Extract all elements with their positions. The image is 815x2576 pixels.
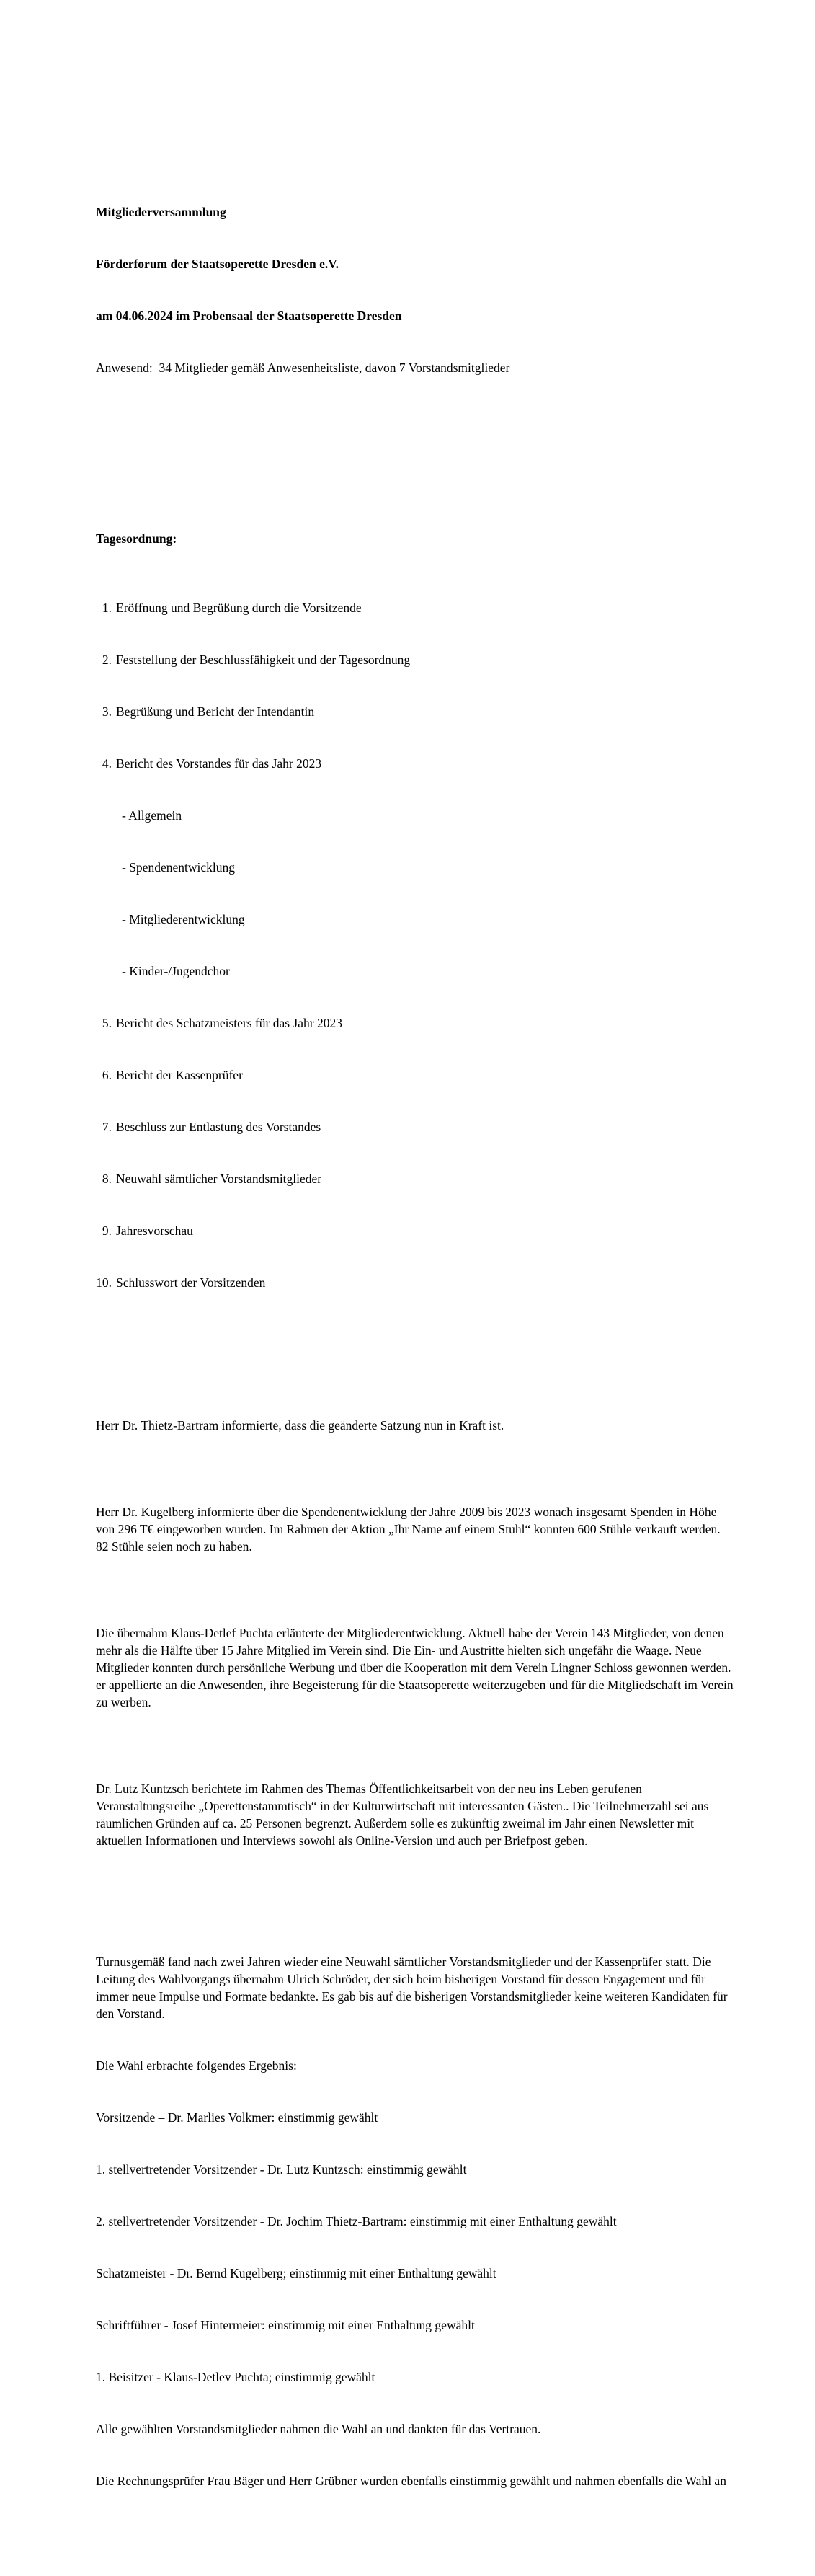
agenda-item-8: [96, 1170, 736, 1187]
agenda-item-10: [96, 1274, 736, 1291]
document-content: [96, 99, 736, 2576]
agenda-item-label: Schlusswort der Vorsitzenden: [116, 1275, 266, 1290]
agenda-item-7: [96, 1118, 736, 1136]
agenda-item-number: 5.: [102, 1016, 112, 1030]
agenda-subitem-allgemein: - Allgemein: [122, 808, 182, 823]
agenda-item-1: [96, 599, 736, 616]
agenda-heading: Tagesordnung:: [96, 531, 177, 546]
agenda-item-label: Neuwahl sämtlicher Vorstandsmitglieder: [116, 1172, 322, 1186]
agenda-item-number: 4.: [102, 756, 112, 771]
paragraph-mitgliederentwicklung: Die übernahm Klaus-Detlef Puchta erläuterte der Mitgliederentwicklung. Aktuell habe der Verein 143 Mitglieder, von denen mehr als die Hälfte über 15 Jahre Mitglied im Verein sind. Die Ein- und Austritte hielten sich ungefähr die Waage. Neue Mitglieder konnten durch persönliche Werbung und über die Kooperation mit dem Verein Lingner Schloss gewonnen werden. er appellierte an die Anwesenden, ihre Begeisterung für die Staatsoperette weiterzugeben und für die Mitgliedschaft im Verein zu werben.: [96, 1626, 736, 1709]
agenda-subitem-mitgliederentwicklung: - Mitgliederentwicklung: [122, 912, 245, 926]
wahl-beisitzer: 1. Beisitzer - Klaus-Detlev Puchta; einstimmig gewählt: [96, 2370, 375, 2384]
paragraph-neuwahl: [96, 1918, 736, 2524]
agenda-item-3: [96, 703, 736, 720]
wahl-schriftfuehrer: Schriftführer - Josef Hintermeier: einstimmig mit einer Enthaltung gewählt: [96, 2318, 475, 2332]
paragraph-oeffentlichkeitsarbeit: Dr. Lutz Kuntzsch berichtete im Rahmen des Themas Öffentlichkeitsarbeit von der neu ins Leben gerufenen Veranstaltungsreihe „Operettenstammtisch“ in der Kulturwirtschaft mit interessanten Gästen.. Die Teilnehmerzahl sei aus räumlichen Gründen auf ca. 25 Personen begrenzt. Außerdem solle es zukünftig zweimal im Jahr einen Newsletter mit aktuellen Informationen und Interviews sowohl als Online-Version und auch per Briefpost geben.: [96, 1781, 712, 1848]
agenda-item-number: 7.: [102, 1120, 112, 1134]
agenda-item-number: 2.: [102, 652, 112, 667]
agenda-item-number: 3.: [102, 704, 112, 719]
agenda-item-label: Bericht des Vorstandes für das Jahr 2023: [116, 756, 322, 771]
wahl-stellvertreter-2: 2. stellvertretender Vorsitzender - Dr. Jochim Thietz-Bartram: einstimmig mit einer Enthaltung gewählt: [96, 2214, 617, 2228]
agenda-item-label: Jahresvorschau: [116, 1223, 193, 1238]
agenda-item-2: [96, 651, 736, 668]
agenda-item-label: Feststellung der Beschlussfähigkeit und der Tagesordnung: [116, 652, 411, 667]
document-header: [96, 169, 736, 411]
wahl-vorsitzende: Vorsitzende – Dr. Marlies Volkmer: einstimmig gewählt: [96, 2110, 378, 2125]
agenda-item-number: 1.: [102, 601, 112, 615]
paragraph-satzung: Herr Dr. Thietz-Bartram informierte, dass die geänderte Satzung nun in Kraft ist.: [96, 1418, 504, 1433]
agenda-item-4: [96, 755, 736, 772]
agenda-subitem-kinder-jugendchor: - Kinder-/Jugendchor: [122, 964, 230, 978]
doc-title: Mitgliederversammlung: [96, 205, 226, 219]
paragraph-spendenentwicklung: Herr Dr. Kugelberg informierte über die Spendenentwicklung der Jahre 2009 bis 2023 wonach insgesamt Spenden in Höhe von 296 T€ eingeworben wurden. Im Rahmen der Aktion „Ihr Name auf einem Stuhl“ konnten 600 Stühle verkauft werden. 82 Stühle seien noch zu haben.: [96, 1505, 724, 1554]
agenda-item-6: [96, 1066, 736, 1084]
agenda-item-number: 9.: [102, 1223, 112, 1238]
agenda-section: [96, 495, 736, 1326]
wahl-stellvertreter-1: 1. stellvertretender Vorsitzender - Dr. Lutz Kuntzsch: einstimmig gewählt: [96, 2162, 467, 2177]
agenda-item-number: 8.: [102, 1172, 112, 1186]
doc-organization: Förderforum der Staatsoperette Dresden e.V.: [96, 257, 339, 271]
wahl-annahme: Alle gewählten Vorstandsmitglieder nahmen die Wahl an und dankten für das Vertrauen.: [96, 2422, 541, 2436]
doc-date-location: am 04.06.2024 im Probensaal der Staatsoperette Dresden: [96, 309, 402, 323]
agenda-item-label: Begrüßung und Bericht der Intendantin: [116, 704, 315, 719]
agenda-item-5: [96, 1014, 736, 1032]
agenda-item-label: Bericht des Schatzmeisters für das Jahr 2023: [116, 1016, 342, 1030]
wahl-schatzmeister: Schatzmeister - Dr. Bernd Kugelberg; einstimmig mit einer Enthaltung gewählt: [96, 2266, 496, 2280]
agenda-subitem-spendenentwicklung: - Spendenentwicklung: [122, 860, 235, 875]
doc-attendance: Anwesend: 34 Mitglieder gemäß Anwesenheitsliste, davon 7 Vorstandsmitglieder: [96, 360, 510, 375]
agenda-item-label: Beschluss zur Entlastung des Vorstandes: [116, 1120, 321, 1134]
agenda-item-label: Eröffnung und Begrüßung durch die Vorsitzende: [116, 601, 362, 615]
agenda-item-9: [96, 1222, 736, 1239]
wahl-ergebnis-heading: Die Wahl erbrachte folgendes Ergebnis:: [96, 2058, 297, 2073]
wahl-rechnungspruefer: Die Rechnungsprüfer Frau Bäger und Herr Grübner wurden ebenfalls einstimmig gewählt und nahmen ebenfalls die Wahl an: [96, 2474, 726, 2488]
agenda-item-label: Bericht der Kassenprüfer: [116, 1068, 243, 1082]
agenda-item-number: 10.: [96, 1275, 112, 1290]
agenda-item-number: 6.: [102, 1068, 112, 1082]
neuwahl-intro: Turnusgemäß fand nach zwei Jahren wieder eine Neuwahl sämtlicher Vorstandsmitglieder und der Kassenprüfer statt. Die Leitung des Wahlvorgangs übernahm Ulrich Schröder, der sich beim bisherigen Vorstand für dessen Engagement und für immer neue Impulse und Formate bedankte. Es gab bis auf die bisherigen Vorstandsmitglieder keine weiteren Kandidaten für den Vorstand.: [96, 1955, 731, 2021]
